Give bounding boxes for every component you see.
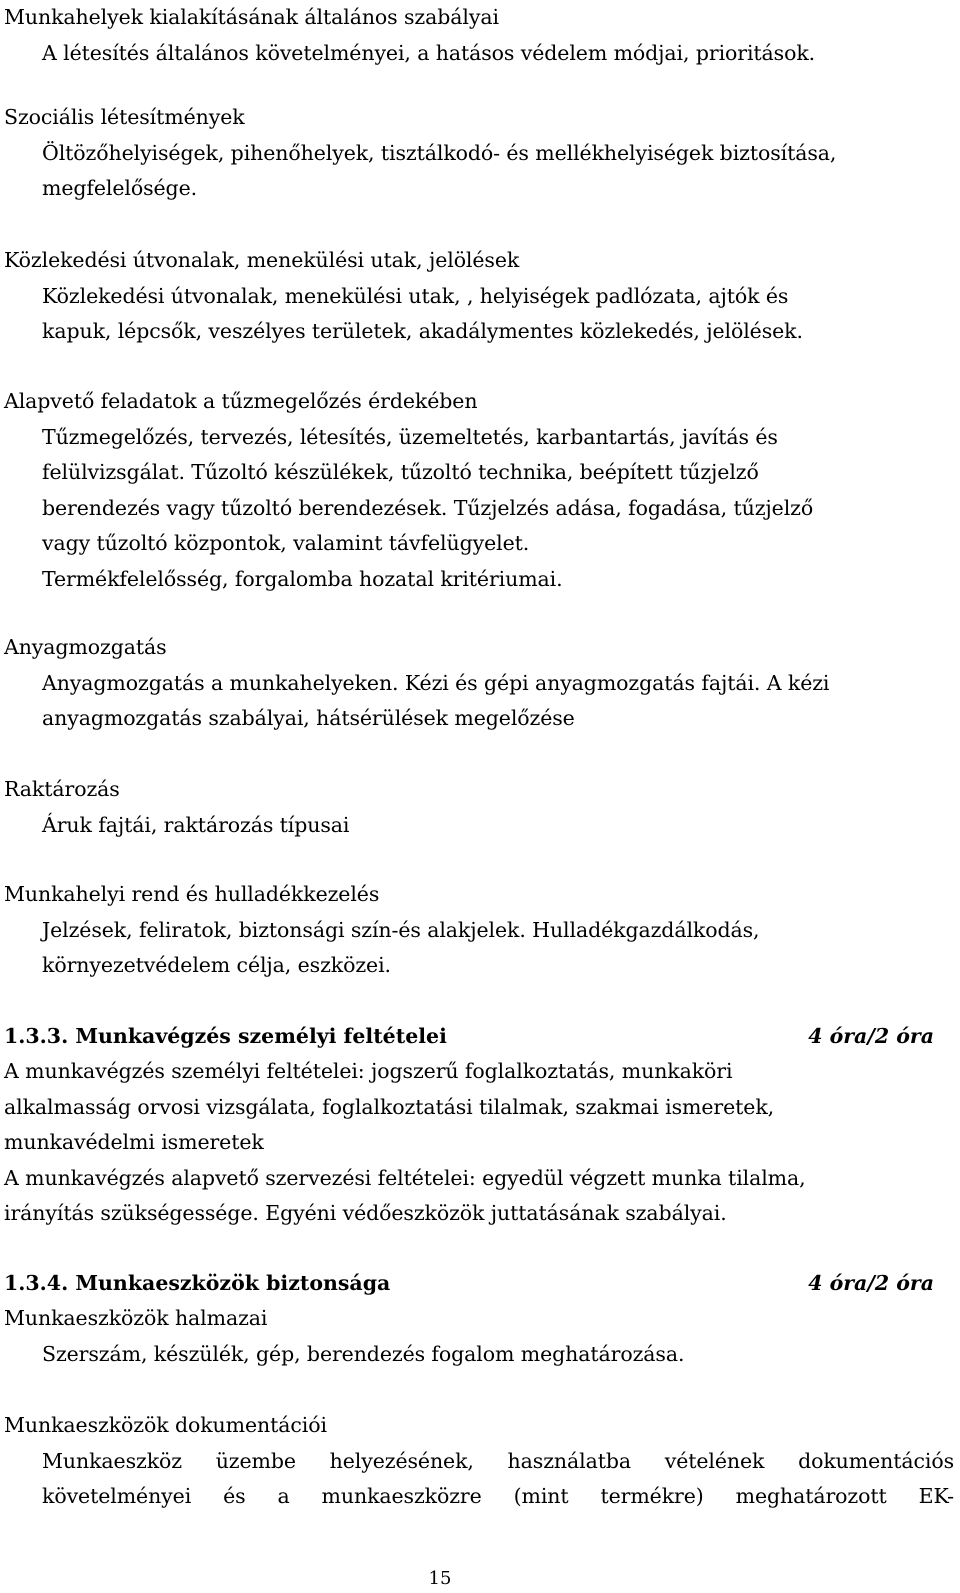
topic-title: Munkahelyi rend és hulladékkezelés [4,882,380,906]
section-hours: 4 óra/2 óra [808,1271,934,1295]
topic-line: vagy tűzoltó központok, valamint távfelügyelet. [42,531,530,556]
topic-material-handling [4,630,954,737]
topic-line: Tűzmegelőzés, tervezés, létesítés, üzemeltetés, karbantartás, javítás és [42,424,778,449]
topic-line: megfelelősége. [42,176,198,201]
topic-order-and-waste [4,877,954,984]
section-line: alkalmasság orvosi vizsgálata, foglalkoztatási tilalmak, szakmai ismeretek, [4,1094,775,1119]
topic-work-equipment-sets [4,1301,954,1372]
topic-line: Jelzések, feliratok, biztonsági szín-és alakjelek. Hulladékgazdálkodás, [42,917,760,942]
topic-line: berendezés vagy tűzoltó berendezések. Tűzjelzés adása, fogadása, tűzjelző [42,495,814,520]
topic-warehousing [4,772,954,843]
topic-title: Munkaeszközök dokumentációi [4,1413,327,1437]
topic-line: Áruk fajtái, raktározás típusai [42,812,350,837]
topic-line: anyagmozgatás szabályai, hátsérülések megelőzése [42,706,575,731]
topic-title: Anyagmozgatás [4,635,167,659]
topic-body [4,36,954,72]
section-line: irányítás szükségessége. Egyéni védőeszközök juttatásának szabályai. [4,1201,727,1226]
topic-line: követelményei és a munkaeszközre (mint termékre) meghatározott EK- [42,1484,954,1509]
topic-line: kapuk, lépcsők, veszélyes területek, akadálymentes közlekedés, jelölések. [42,319,803,344]
topic-traffic-routes [4,243,954,350]
topic-title: Munkaeszközök halmazai [4,1306,268,1330]
topic-body [4,279,954,350]
topic-line: Közlekedési útvonalak, menekülési utak, , helyiségek padlózata, ajtók és [42,283,789,308]
section-line: A munkavégzés személyi feltételei: jogszerű foglalkoztatás, munkaköri [4,1059,733,1083]
topic-body [4,1444,954,1515]
topic-line: Munkaeszköz üzembe helyezésének, használatba vételének dokumentációs [42,1448,954,1473]
section-body-1-3-3 [4,1054,954,1232]
topic-line: környezetvédelem célja, eszközei. [42,953,391,978]
section-title: 1.3.3. Munkavégzés személyi feltételei [4,1024,447,1048]
topic-title: Közlekedési útvonalak, menekülési utak, jelölések [4,248,520,272]
topic-line: felülvizsgálat. Tűzoltó készülékek, tűzoltó technika, beépített tűzjelző [42,460,759,485]
topic-line: Öltözőhelyiségek, pihenőhelyek, tisztálkodó- és mellékhelyiségek biztosítása, [42,140,837,165]
topic-title: Alapvető feladatok a tűzmegelőzés érdekében [4,389,478,413]
section-line: munkavédelmi ismeretek [4,1130,264,1155]
topic-line: A létesítés általános követelményei, a hatásos védelem módjai, prioritások. [42,40,816,65]
section-line: A munkavégzés alapvető szervezési feltételei: egyedül végzett munka tilalma, [4,1165,806,1190]
topic-line: Anyagmozgatás a munkahelyeken. Kézi és gépi anyagmozgatás fajtái. A kézi [42,670,830,695]
topic-fire-prevention [4,384,954,598]
topic-title: Munkahelyek kialakításának általános szabályai [4,5,499,29]
section-hours: 4 óra/2 óra [808,1024,934,1048]
topic-body [4,913,954,984]
topic-title: Szociális létesítmények [4,105,245,129]
topic-line: Termékfelelősség, forgalomba hozatal kritériumai. [42,566,563,591]
topic-work-equipment-documentation [4,1408,954,1515]
topic-body [4,1337,954,1373]
topic-title: Raktározás [4,777,120,801]
section-heading-1-3-4 [4,1266,934,1302]
topic-workplace-design [4,0,954,71]
topic-social-facilities [4,100,954,207]
topic-body [4,136,954,207]
section-heading-1-3-3 [4,1019,934,1055]
page-number: 15 [428,1568,452,1589]
topic-body [4,420,954,598]
topic-body [4,666,954,737]
section-title: 1.3.4. Munkaeszközök biztonsága [4,1271,391,1295]
topic-body [4,808,954,844]
topic-line: Szerszám, készülék, gép, berendezés fogalom meghatározása. [42,1341,685,1366]
